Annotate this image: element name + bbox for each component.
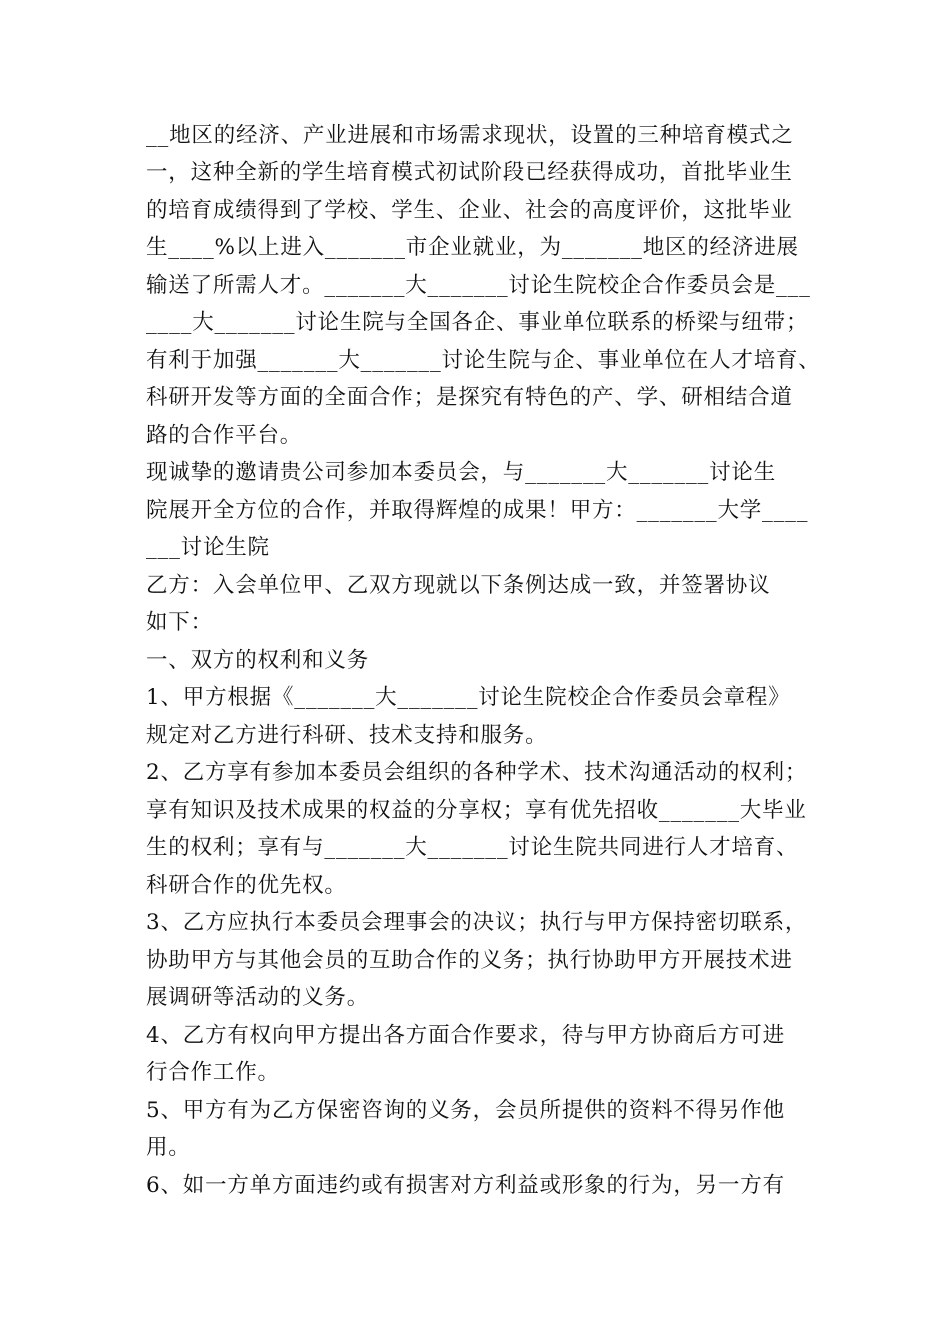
text-line: 的培育成绩得到了学校、学生、企业、社会的高度评价，这批毕业	[146, 198, 793, 223]
text-line: 现诚挚的邀请贵公司参加本委员会，与_______大_______讨论生	[146, 460, 777, 485]
text-line: 行合作工作。	[146, 1060, 280, 1085]
text-line: 5、甲方有为乙方保密咨询的义务，会员所提供的资料不得另作他	[146, 1098, 785, 1123]
text-line: __地区的经济、产业进展和市场需求现状，设置的三种培育模式之	[146, 123, 794, 148]
section-heading: 一、双方的权利和义务	[146, 648, 370, 673]
text-line: 生____%以上进入_______市企业就业，为_______地区的经济进展	[146, 235, 799, 260]
text-line: 科研合作的优先权。	[146, 873, 347, 898]
text-line: ____大_______讨论生院与全国各企、事业单位联系的桥梁与纽带；	[146, 310, 809, 335]
text-line: 1、甲方根据《_______大_______讨论生院校企合作委员会章程》	[146, 685, 791, 710]
text-line: 乙方：入会单位甲、乙双方现就以下条例达成一致，并签署协议	[146, 573, 771, 598]
text-line: 科研开发等方面的全面合作；是探究有特色的产、学、研相结合道	[146, 385, 793, 410]
text-line: 路的合作平台。	[146, 423, 303, 448]
text-line: 展调研等活动的义务。	[146, 985, 370, 1010]
text-line: 4、乙方有权向甲方提出各方面合作要求，待与甲方协商后方可进	[146, 1023, 785, 1048]
text-line: 如下：	[146, 610, 213, 635]
text-line: 享有知识及技术成果的权益的分享权；享有优先招收_______大毕业	[146, 798, 807, 823]
text-line: 用。	[146, 1135, 191, 1160]
text-line: 有利于加强_______大_______讨论生院与企、事业单位在人才培育、	[146, 348, 821, 373]
text-line: 6、如一方单方面违约或有损害对方利益或形象的行为，另一方有	[146, 1173, 785, 1198]
text-line: 生的权利；享有与_______大_______讨论生院共同进行人才培育、	[146, 835, 799, 860]
text-line: 规定对乙方进行科研、技术支持和服务。	[146, 723, 548, 748]
text-line: 输送了所需人才。_______大_______讨论生院校企合作委员会是___	[146, 273, 811, 298]
text-line: 3、乙方应执行本委员会理事会的决议；执行与甲方保持密切联系，	[146, 910, 808, 935]
text-line: 院展开全方位的合作，并取得辉煌的成果！甲方：_______大学____	[146, 498, 809, 523]
text-line: 协助甲方与其他会员的互助合作的义务；执行协助甲方开展技术进	[146, 948, 793, 973]
text-line: 2、乙方享有参加本委员会组织的各种学术、技术沟通活动的权利；	[146, 760, 808, 785]
text-line: ___讨论生院	[146, 535, 270, 560]
text-line: 一，这种全新的学生培育模式初试阶段已经获得成功，首批毕业生	[146, 160, 793, 185]
